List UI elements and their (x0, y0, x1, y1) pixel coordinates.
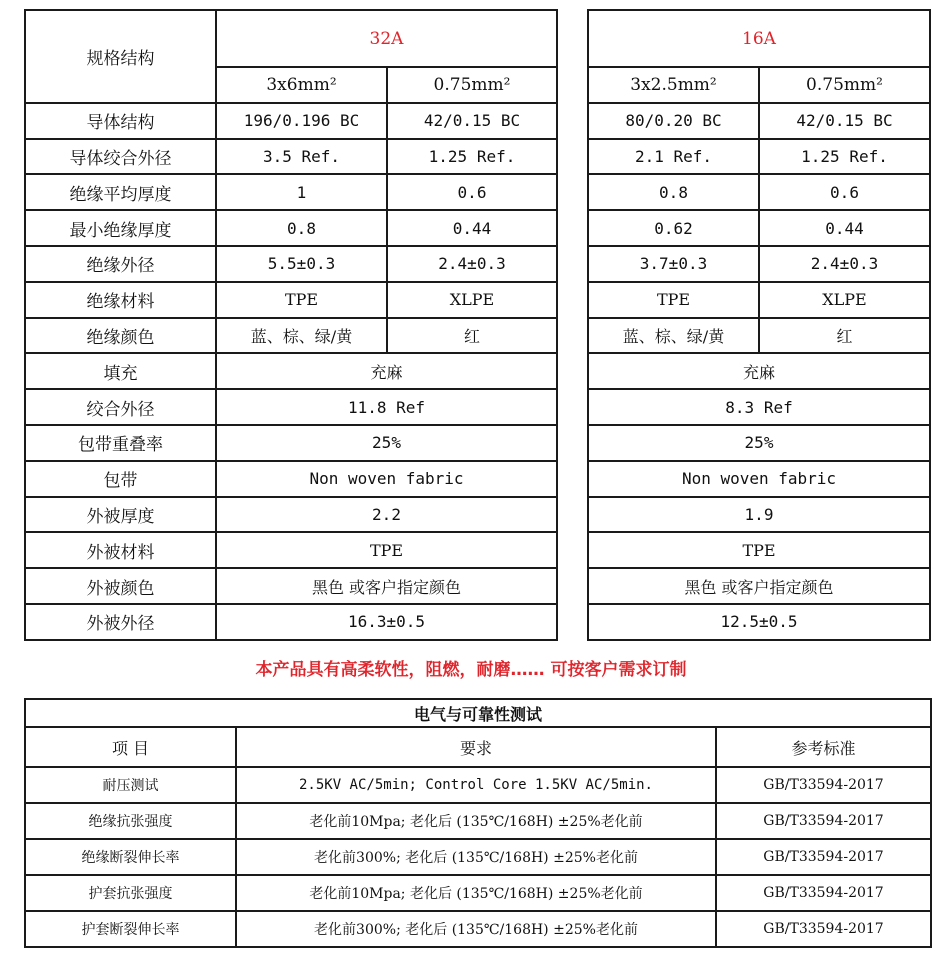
cell: 0.62 (588, 210, 759, 246)
table-row (25, 389, 557, 425)
table-row (25, 282, 557, 318)
table-row (588, 497, 930, 533)
cell: 0.8 (588, 174, 759, 210)
row-label: 外被颜色 (25, 568, 216, 604)
core-spec: 3x6mm² (216, 67, 387, 103)
table-row (588, 246, 930, 282)
table-row (25, 767, 931, 803)
cell: 196/0.196 BC (216, 103, 387, 139)
cell: GB/T33594-2017 (716, 803, 931, 839)
cell: 2.4±0.3 (759, 246, 930, 282)
cell: Non woven fabric (216, 461, 557, 497)
table-row (588, 353, 930, 389)
cell: Non woven fabric (588, 461, 930, 497)
cell: TPE (588, 282, 759, 318)
row-label: 填充 (25, 353, 216, 389)
cell: 老化前10Mpa; 老化后 (135℃/168H) ±25%老化前 (236, 875, 716, 911)
row-label: 绝缘材料 (25, 282, 216, 318)
cell: 1.25 Ref. (387, 139, 557, 175)
cell: 老化前300%; 老化后 (135℃/168H) ±25%老化前 (236, 911, 716, 947)
cell: TPE (588, 532, 930, 568)
table-row (25, 532, 557, 568)
core-spec: 0.75mm² (387, 67, 557, 103)
table-row (25, 604, 557, 640)
table-row (25, 210, 557, 246)
row-label: 外被厚度 (25, 497, 216, 533)
table-row (25, 839, 931, 875)
row-label: 最小绝缘厚度 (25, 210, 216, 246)
table-row (588, 425, 930, 461)
cell: GB/T33594-2017 (716, 875, 931, 911)
cell: GB/T33594-2017 (716, 767, 931, 803)
row-label: 绝缘外径 (25, 246, 216, 282)
table-row (25, 727, 931, 767)
cell: 2.2 (216, 497, 557, 533)
cell: 1 (216, 174, 387, 210)
table-row (25, 10, 557, 67)
cell: 绝缘断裂伸长率 (25, 839, 236, 875)
cell: 蓝、棕、绿/黄 (216, 318, 387, 354)
table-row (588, 139, 930, 175)
table-row (588, 604, 930, 640)
cell: 25% (216, 425, 557, 461)
table-row (25, 803, 931, 839)
corner-label: 规格结构 (25, 10, 216, 103)
table-row (588, 174, 930, 210)
cell: 3.5 Ref. (216, 139, 387, 175)
cell: 蓝、棕、绿/黄 (588, 318, 759, 354)
table-row (588, 67, 930, 103)
row-label: 外被材料 (25, 532, 216, 568)
cell: 充麻 (588, 353, 930, 389)
core-spec: 0.75mm² (759, 67, 930, 103)
cell: 2.4±0.3 (387, 246, 557, 282)
table-row (588, 318, 930, 354)
cell: 耐压测试 (25, 767, 236, 803)
cell: 充麻 (216, 353, 557, 389)
row-label: 包带重叠率 (25, 425, 216, 461)
table-row (588, 461, 930, 497)
column-header: 项 目 (25, 727, 236, 767)
cell: 0.44 (387, 210, 557, 246)
electrical-table-title: 电气与可靠性测试 (25, 699, 931, 727)
cell: 红 (759, 318, 930, 354)
row-label: 绞合外径 (25, 389, 216, 425)
cell: 绝缘抗张强度 (25, 803, 236, 839)
core-spec: 3x2.5mm² (588, 67, 759, 103)
cell: 护套断裂伸长率 (25, 911, 236, 947)
cell: 8.3 Ref (588, 389, 930, 425)
cell: 1.25 Ref. (759, 139, 930, 175)
cell: GB/T33594-2017 (716, 839, 931, 875)
spec-table-32a (24, 9, 558, 641)
cell: 黑色 或客户指定颜色 (588, 568, 930, 604)
table-row (25, 911, 931, 947)
table-row (25, 699, 931, 727)
cell: 42/0.15 BC (387, 103, 557, 139)
table-row (25, 425, 557, 461)
cell: 黑色 或客户指定颜色 (216, 568, 557, 604)
cell: 护套抗张强度 (25, 875, 236, 911)
row-label: 导体绞合外径 (25, 139, 216, 175)
cell: 80/0.20 BC (588, 103, 759, 139)
row-label: 绝缘平均厚度 (25, 174, 216, 210)
table-row (588, 210, 930, 246)
cell: 0.6 (387, 174, 557, 210)
cell: XLPE (387, 282, 557, 318)
cell: 11.8 Ref (216, 389, 557, 425)
amperage-16a: 16A (588, 10, 930, 67)
table-row (25, 497, 557, 533)
row-label: 外被外径 (25, 604, 216, 640)
table-row (25, 174, 557, 210)
cell: 2.1 Ref. (588, 139, 759, 175)
table-row (25, 353, 557, 389)
cell: 3.7±0.3 (588, 246, 759, 282)
column-header: 参考标准 (716, 727, 931, 767)
row-label: 导体结构 (25, 103, 216, 139)
cell: 5.5±0.3 (216, 246, 387, 282)
table-row (588, 103, 930, 139)
cell: 25% (588, 425, 930, 461)
table-row (25, 568, 557, 604)
cell: 2.5KV AC/5min; Control Core 1.5KV AC/5min. (236, 767, 716, 803)
table-row (25, 139, 557, 175)
electrical-test-table (24, 698, 932, 948)
table-row (25, 103, 557, 139)
row-label: 包带 (25, 461, 216, 497)
cell: 0.44 (759, 210, 930, 246)
cell: 12.5±0.5 (588, 604, 930, 640)
cell: 红 (387, 318, 557, 354)
spec-table-16a (587, 9, 931, 641)
cell: TPE (216, 282, 387, 318)
cell: 16.3±0.5 (216, 604, 557, 640)
amperage-32a: 32A (216, 10, 557, 67)
table-row (588, 10, 930, 67)
row-label: 绝缘颜色 (25, 318, 216, 354)
table-row (588, 389, 930, 425)
table-row (588, 282, 930, 318)
cell: 1.9 (588, 497, 930, 533)
cell: GB/T33594-2017 (716, 911, 931, 947)
cell: 0.6 (759, 174, 930, 210)
cell: 老化前10Mpa; 老化后 (135℃/168H) ±25%老化前 (236, 803, 716, 839)
cell: 42/0.15 BC (759, 103, 930, 139)
product-slogan: 本产品具有高柔软性，阻燃，耐磨…… 可按客户需求订制 (255, 660, 687, 680)
table-row (25, 318, 557, 354)
table-row (25, 246, 557, 282)
table-row (25, 875, 931, 911)
cell: 老化前300%; 老化后 (135℃/168H) ±25%老化前 (236, 839, 716, 875)
cell: TPE (216, 532, 557, 568)
table-row (25, 461, 557, 497)
table-row (588, 568, 930, 604)
table-row (588, 532, 930, 568)
column-header: 要求 (236, 727, 716, 767)
cell: XLPE (759, 282, 930, 318)
cell: 0.8 (216, 210, 387, 246)
